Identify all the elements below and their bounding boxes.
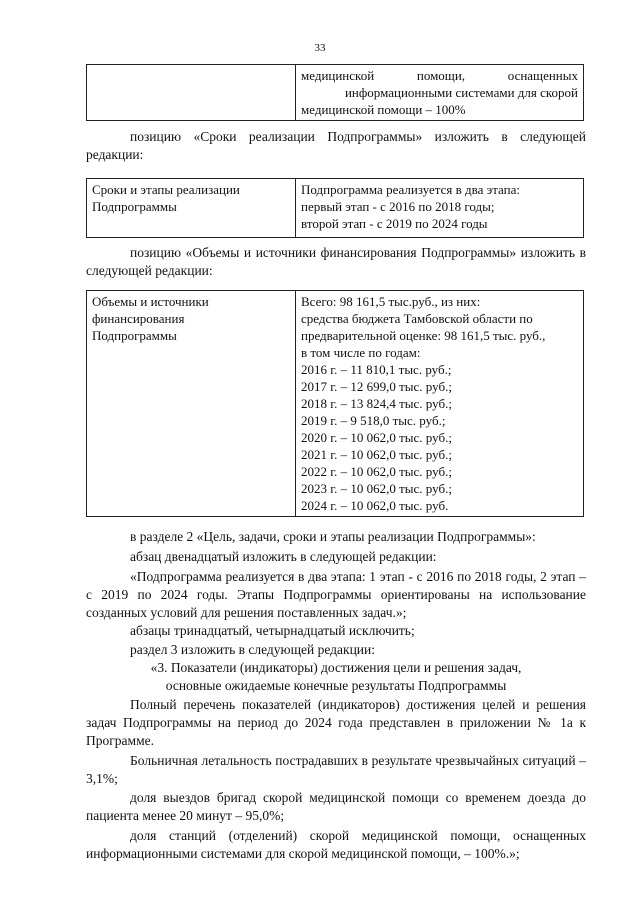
table-cell-label: [87, 179, 296, 238]
table-line: Подпрограммы: [92, 199, 177, 214]
table-line: информационными системами для скорой: [344, 85, 578, 100]
table-cell-label: [87, 291, 296, 517]
table-line: 2017 г. – 12 699,0 тыс. руб.;: [301, 379, 452, 394]
table-line: Подпрограммы: [92, 328, 177, 343]
table-line: 2022 г. – 10 062,0 тыс. руб.;: [301, 464, 452, 479]
table-line: Объемы и источники: [92, 294, 209, 309]
table-cell-text: [296, 65, 584, 121]
section-heading: основные ожидаемые конечные результаты Подпрограммы: [165, 678, 507, 693]
table-line: 2019 г. – 9 518,0 тыс. руб.;: [301, 413, 446, 428]
paragraph: доля станций (отделений) скорой медицинской помощи, оснащенных информационными системами для скорой медицинской помощи, – 100%.»;: [86, 828, 586, 861]
table-funding: [86, 290, 584, 517]
table-line: средства бюджета Тамбовской области по: [301, 311, 533, 326]
table-line: 2020 г. – 10 062,0 тыс. руб.;: [301, 430, 452, 445]
page-number: 33: [314, 42, 326, 54]
table-line: 2021 г. – 10 062,0 тыс. руб.;: [301, 447, 452, 462]
table-line: медицинской помощи – 100%: [301, 102, 466, 117]
paragraph: Полный перечень показателей (индикаторов) достижения целей и решения задач Подпрограммы на период до 2024 года представлен в приложении № 1а к Программе.: [86, 697, 586, 748]
section-heading: «3. Показатели (индикаторы) достижения цели и решения задач,: [150, 660, 522, 675]
table-cell-value: [296, 179, 584, 238]
table-line: 2024 г. – 10 062,0 тыс. руб.: [301, 498, 449, 513]
table-line: в том числе по годам:: [301, 345, 421, 360]
table-line: предварительной оценке: 98 161,5 тыс. руб.,: [301, 328, 546, 343]
table-line: второй этап - с 2019 по 2024 годы: [301, 216, 488, 231]
table-cell-value: [296, 291, 584, 517]
paragraph: абзац двенадцатый изложить в следующей редакции:: [130, 549, 437, 564]
table-line: 2018 г. – 13 824,4 тыс. руб.;: [301, 396, 452, 411]
paragraph-funding: позицию «Объемы и источники финансирования Подпрограммы» изложить в следующей редакции:: [86, 245, 586, 278]
table-line: Сроки и этапы реализации: [92, 182, 240, 197]
table-cell-empty: [87, 65, 296, 121]
table-line: 2023 г. – 10 062,0 тыс. руб.;: [301, 481, 452, 496]
paragraph: абзацы тринадцатый, четырнадцатый исключить;: [130, 623, 415, 638]
table-line: первый этап - с 2016 по 2018 годы;: [301, 199, 495, 214]
paragraph: доля выездов бригад скорой медицинской помощи со временем доезда до пациента менее 20 минут – 95,0%;: [86, 790, 586, 823]
paragraph-quote: «Подпрограмма реализуется в два этапа: 1 этап - с 2016 по 2018 годы, 2 этап – с 2019 по 2024 годы. Этапы Подпрограммы ориентированы на использование созданных условий для решения поставленных задач.»;: [86, 569, 586, 620]
table-line: Подпрограмма реализуется в два этапа:: [301, 182, 520, 197]
table-line: 2016 г. – 11 810,1 тыс. руб.;: [301, 362, 452, 377]
table-line: Всего: 98 161,5 тыс.руб., из них:: [301, 294, 481, 309]
paragraph-timing: позицию «Сроки реализации Подпрограммы» изложить в следующей редакции:: [86, 129, 586, 162]
table-line: финансирования: [92, 311, 185, 326]
paragraph: в разделе 2 «Цель, задачи, сроки и этапы реализации Подпрограммы»:: [130, 529, 536, 544]
table-continuation: [86, 64, 584, 121]
paragraph: раздел 3 изложить в следующей редакции:: [130, 642, 376, 657]
paragraph: Больничная летальность пострадавших в результате чрезвычайных ситуаций – 3,1%;: [86, 753, 586, 786]
table-line: медицинской помощи, оснащенных: [301, 68, 578, 83]
table-timing: [86, 178, 584, 238]
